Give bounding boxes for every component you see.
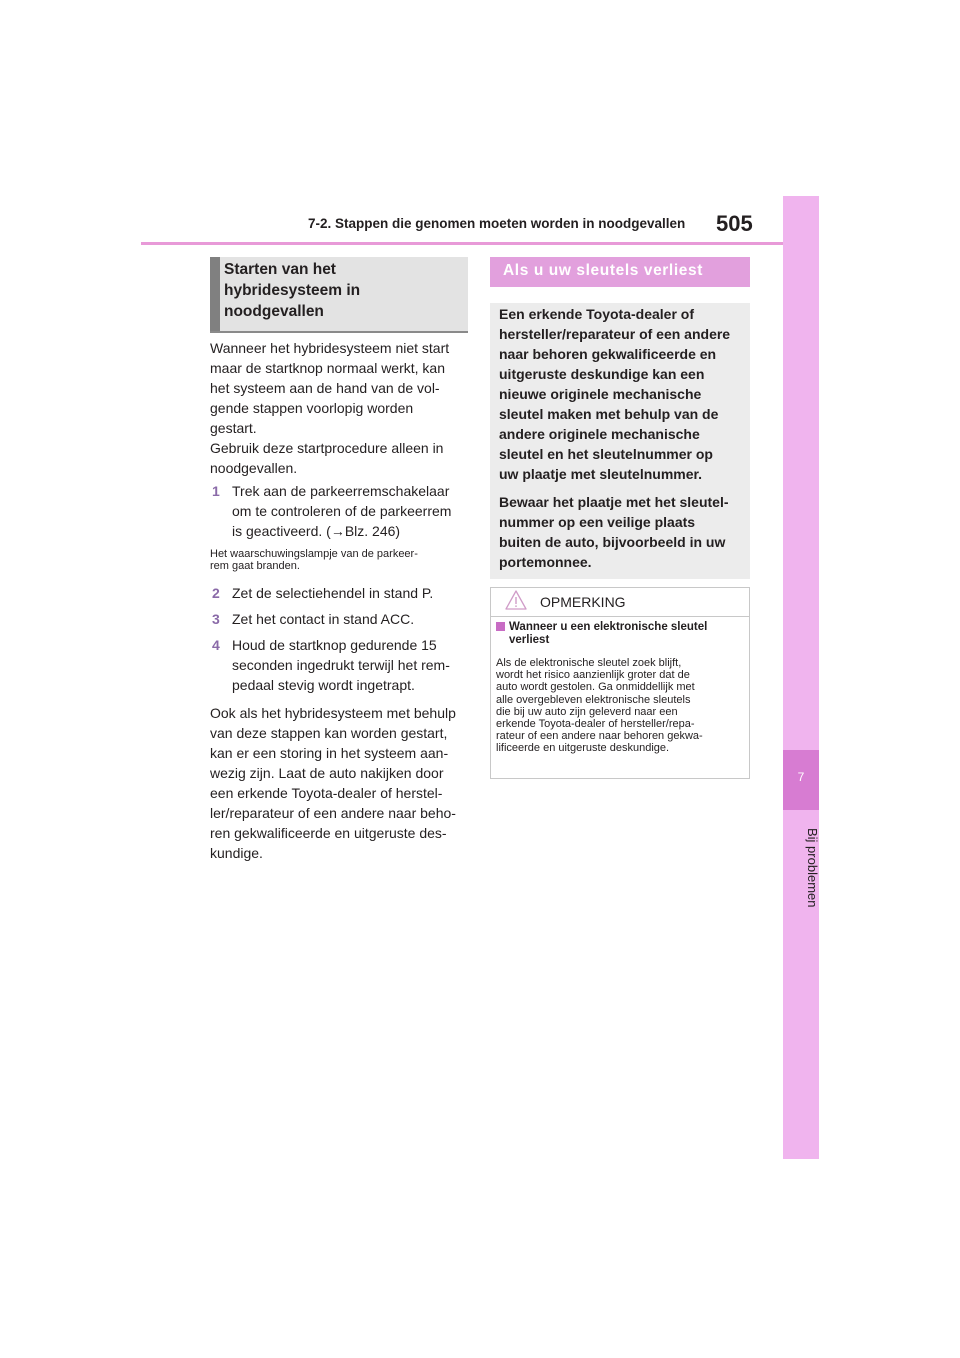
info-paragraph: [499, 492, 745, 572]
info-paragraph: [499, 304, 745, 484]
intro-paragraph: [210, 338, 466, 478]
notice-divider: [490, 616, 750, 617]
left-section-heading-bar: [210, 257, 220, 331]
text-line: hersteller/reparateur of een andere: [499, 326, 731, 342]
text-line: alle overgebleven elektronische sleutels: [496, 693, 691, 706]
text-line: noodgevallen.: [210, 460, 298, 476]
text-line: nummer op een veilige plaats: [499, 514, 696, 530]
text-line: het systeem aan de hand van de vol-: [210, 380, 440, 396]
text-line: portemonnee.: [499, 554, 592, 570]
text-line: om te controleren of de parkeerrem: [232, 503, 452, 519]
text-line: kundige.: [210, 845, 263, 861]
notice-title: OPMERKING: [540, 594, 626, 610]
text-line: sleutel en het sleutelnummer op: [499, 446, 713, 462]
step-number: 3: [212, 611, 220, 627]
heading-line: Starten van het: [224, 261, 336, 278]
text-line: Bewaar het plaatje met het sleutel-: [499, 494, 729, 510]
text-line: lificeerde en uitgeruste deskundige.: [496, 742, 670, 755]
step-text: [232, 481, 472, 541]
text-line: een erkende Toyota-dealer of herstel-: [210, 785, 443, 801]
text-line: pedaal stevig wordt ingetrapt.: [232, 677, 415, 693]
step-number: 4: [212, 637, 220, 653]
right-section-heading: Als u uw sleutels verliest: [503, 262, 703, 279]
side-chapter-label: Bij problemen: [805, 828, 820, 908]
heading-line: hybridesysteem in: [224, 282, 361, 299]
text-line: maar de startknop normaal werkt, kan: [210, 360, 445, 376]
left-section-heading: [224, 259, 464, 322]
text-line: wezig zijn. Laat de auto nakijken door: [210, 765, 444, 781]
text-line: gende stappen voorlopig worden: [210, 400, 414, 416]
step-text: [232, 609, 472, 629]
step-note: [210, 548, 470, 572]
text-line: ren gekwalificeerde en uitgeruste des-: [210, 825, 447, 841]
step-number: 2: [212, 585, 220, 601]
text-line: van deze stappen kan worden gestart,: [210, 725, 448, 741]
side-chapter-band: [783, 196, 819, 1159]
text-line: ler/reparateur of een andere naar beho-: [210, 805, 456, 821]
step-text: [232, 583, 472, 603]
warning-triangle-icon: [505, 589, 527, 611]
text-line: Ook als het hybridesysteem met behulp: [210, 705, 456, 721]
text-line: die bij uw auto zijn geleverd naar een: [496, 705, 678, 718]
text-line: gestart.: [210, 420, 257, 436]
text-line: auto wordt gestolen. Ga onmiddellijk met: [496, 681, 695, 694]
text-line: Zet het contact in stand ACC.: [232, 611, 415, 627]
text-line: buiten de auto, bijvoorbeeld in uw: [499, 534, 726, 550]
step-number: 1: [212, 483, 220, 499]
step-text: [232, 635, 472, 695]
square-bullet-icon: [496, 622, 505, 631]
text-line: verliest: [509, 634, 550, 646]
text-line: Als de elektronische sleutel zoek blijft,: [496, 657, 682, 669]
text-line: kan er een storing in het systeem aan-: [210, 745, 449, 761]
notice-body: [496, 657, 746, 755]
text-line: seconden ingedrukt terwijl het rem-: [232, 657, 450, 673]
text-line: Zet de selectiehendel in stand P.: [232, 585, 434, 601]
header-rule: [141, 242, 783, 245]
text-line: sleutel maken met behulp van de: [499, 406, 719, 422]
page-number: 505: [716, 211, 753, 236]
text-line: Wanneer het hybridesysteem niet start: [210, 340, 450, 356]
notice-subheading: [509, 621, 745, 647]
side-chapter-number: 7: [797, 770, 805, 784]
text-line: rateur of een andere naar behoren gekwa-: [496, 730, 703, 743]
text-line: naar behoren gekwalificeerde en: [499, 346, 717, 362]
text-line: Het waarschuwingslampje van de parkeer-: [210, 548, 418, 560]
text-line: Gebruik deze startprocedure alleen in: [210, 440, 444, 456]
running-header-title: 7-2. Stappen die genomen moeten worden in noodgevallen: [308, 216, 686, 231]
text-line: uw plaatje met sleutelnummer.: [499, 466, 703, 482]
outro-paragraph: [210, 703, 470, 863]
text-line: rem gaat branden.: [210, 560, 300, 572]
text-line: Wanneer u een elektronische sleutel: [509, 621, 708, 633]
text-line: Houd de startknop gedurende 15: [232, 637, 437, 653]
text-line: Een erkende Toyota-dealer of: [499, 306, 695, 322]
text-line: uitgeruste deskundige kan een: [499, 366, 705, 382]
text-line: wordt het risico aanzienlijk groter dat de: [496, 669, 690, 682]
text-line: is geactiveerd. (→Blz. 246): [232, 523, 401, 539]
text-line: andere originele mechanische: [499, 426, 700, 442]
heading-line: noodgevallen: [224, 303, 324, 320]
text-line: Trek aan de parkeerremschakelaar: [232, 483, 450, 499]
text-line: erkende Toyota-dealer of hersteller/repa-: [496, 718, 695, 731]
text-line: nieuwe originele mechanische: [499, 386, 702, 402]
